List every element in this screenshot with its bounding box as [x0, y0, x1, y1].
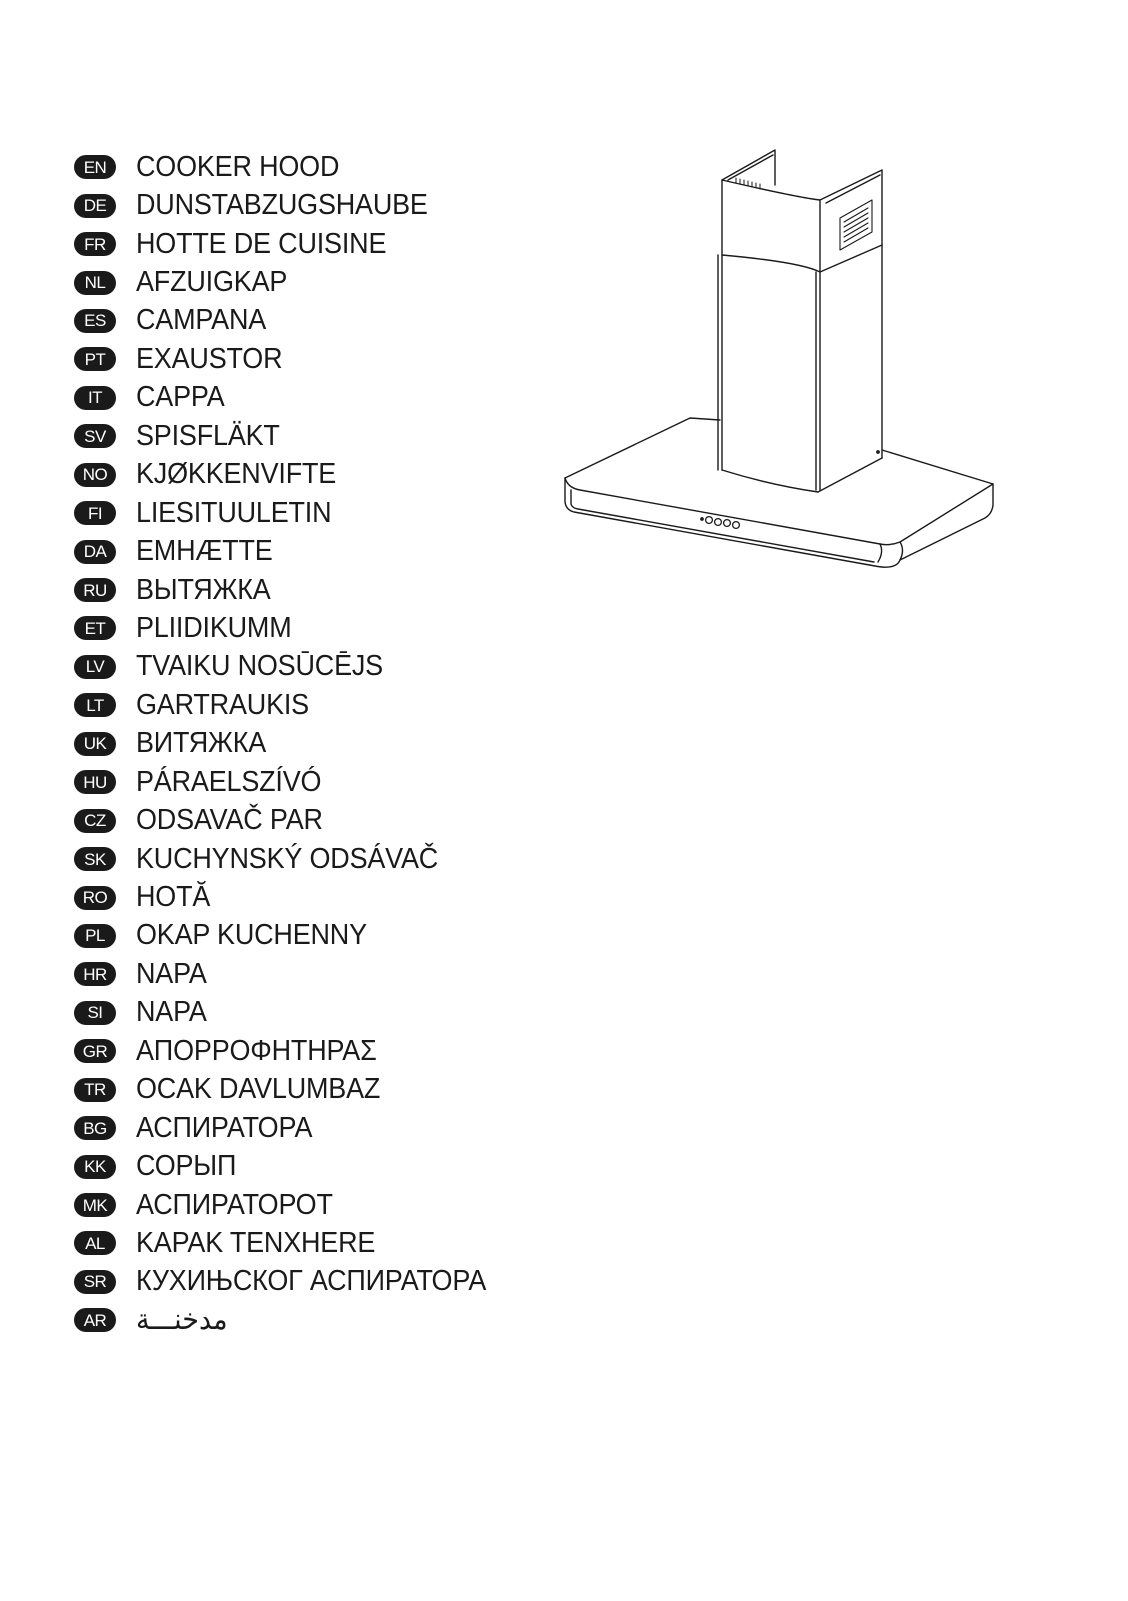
language-item-gr: [74, 1032, 512, 1070]
language-label: SPISFLÄKT: [136, 419, 280, 452]
language-label: ΑΠΟΡΡΟΦΗΤΗΡΑΣ: [136, 1034, 377, 1067]
language-code-badge: AL: [74, 1231, 116, 1255]
language-item-pl: [74, 917, 512, 955]
language-item-es: [74, 302, 512, 340]
language-code-badge: UK: [74, 732, 116, 756]
language-code-badge: NL: [74, 271, 116, 295]
language-item-al: [74, 1224, 512, 1262]
language-code-badge: HR: [74, 962, 116, 986]
language-item-pt: [74, 340, 512, 378]
language-item-fi: [74, 494, 512, 532]
language-label: АСПИРАТОРА: [136, 1111, 313, 1144]
language-item-it: [74, 379, 512, 417]
language-label: KUCHYNSKÝ ODSÁVAČ: [136, 842, 439, 875]
language-label: EMHÆTTE: [136, 535, 273, 568]
language-item-ro: [74, 878, 512, 916]
language-code-badge: SV: [74, 424, 116, 448]
language-code-badge: AR: [74, 1308, 116, 1332]
cooker-hood-icon: [560, 145, 1020, 585]
language-label: АСПИРАТОРОТ: [136, 1188, 333, 1221]
language-item-ar: [74, 1301, 512, 1339]
language-code-badge: IT: [74, 386, 116, 410]
language-label: ODSAVAČ PAR: [136, 804, 323, 837]
language-label: КУХИЊСКОГ АСПИРАТОРА: [136, 1265, 487, 1298]
language-label: KJØKKENVIFTE: [136, 458, 337, 491]
language-code-badge: ES: [74, 309, 116, 333]
language-code-badge: EN: [74, 155, 116, 179]
language-item-no: [74, 456, 512, 494]
language-item-lv: [74, 648, 512, 686]
language-label: CAPPA: [136, 381, 225, 414]
language-label: GARTRAUKIS: [136, 688, 309, 721]
language-item-ru: [74, 571, 512, 609]
language-label: مدخنـــة: [136, 1303, 228, 1336]
language-label: TVAIKU NOSŪCĒJS: [136, 650, 383, 683]
language-label: AFZUIGKAP: [136, 266, 288, 299]
language-item-tr: [74, 1071, 512, 1109]
language-label: PLIIDIKUMM: [136, 611, 292, 644]
language-code-badge: TR: [74, 1078, 116, 1102]
language-item-nl: [74, 263, 512, 301]
language-code-badge: SR: [74, 1270, 116, 1294]
language-item-uk: [74, 725, 512, 763]
language-label: EXAUSTOR: [136, 342, 283, 375]
language-item-mk: [74, 1186, 512, 1224]
language-code-badge: KK: [74, 1155, 116, 1179]
language-code-badge: MK: [74, 1193, 116, 1217]
language-code-badge: LT: [74, 693, 116, 717]
language-label: LIESITUULETIN: [136, 496, 332, 529]
language-item-sv: [74, 417, 512, 455]
language-code-badge: PT: [74, 347, 116, 371]
language-code-badge: RU: [74, 578, 116, 602]
language-code-badge: GR: [74, 1039, 116, 1063]
language-label: СОРЫП: [136, 1150, 237, 1183]
language-code-badge: HU: [74, 770, 116, 794]
language-code-badge: DE: [74, 194, 116, 218]
language-item-da: [74, 532, 512, 570]
language-label: ВЫТЯЖКА: [136, 573, 271, 606]
language-label: CAMPANA: [136, 304, 267, 337]
language-item-si: [74, 994, 512, 1032]
language-code-badge: PL: [74, 924, 116, 948]
language-item-lt: [74, 686, 512, 724]
language-label: NAPA: [136, 996, 207, 1029]
language-item-en: [74, 148, 512, 186]
language-item-de: [74, 186, 512, 224]
language-item-hu: [74, 763, 512, 801]
language-item-bg: [74, 1109, 512, 1147]
language-label: DUNSTABZUGSHAUBE: [136, 189, 428, 222]
language-label: PÁRAELSZÍVÓ: [136, 765, 322, 798]
language-label: HOTĂ: [136, 881, 211, 914]
language-item-cz: [74, 801, 512, 839]
language-item-sk: [74, 840, 512, 878]
language-code-badge: RO: [74, 886, 116, 910]
language-code-badge: DA: [74, 540, 116, 564]
language-code-badge: CZ: [74, 809, 116, 833]
language-item-kk: [74, 1147, 512, 1185]
language-list: [74, 148, 512, 1340]
language-code-badge: LV: [74, 655, 116, 679]
language-code-badge: SK: [74, 847, 116, 871]
language-label: COOKER HOOD: [136, 150, 340, 183]
language-label: HOTTE DE CUISINE: [136, 227, 387, 260]
language-code-badge: SI: [74, 1001, 116, 1025]
language-code-badge: BG: [74, 1116, 116, 1140]
language-item-hr: [74, 955, 512, 993]
language-label: ВИТЯЖКА: [136, 727, 267, 760]
language-code-badge: NO: [74, 463, 116, 487]
language-code-badge: ET: [74, 616, 116, 640]
language-item-fr: [74, 225, 512, 263]
language-item-sr: [74, 1263, 512, 1301]
language-label: OKAP KUCHENNY: [136, 919, 367, 952]
language-label: NAPA: [136, 957, 207, 990]
language-code-badge: FI: [74, 501, 116, 525]
language-label: KAPAK TENXHERE: [136, 1226, 376, 1259]
language-label: OCAK DAVLUMBAZ: [136, 1073, 381, 1106]
language-code-badge: FR: [74, 232, 116, 256]
language-item-et: [74, 609, 512, 647]
